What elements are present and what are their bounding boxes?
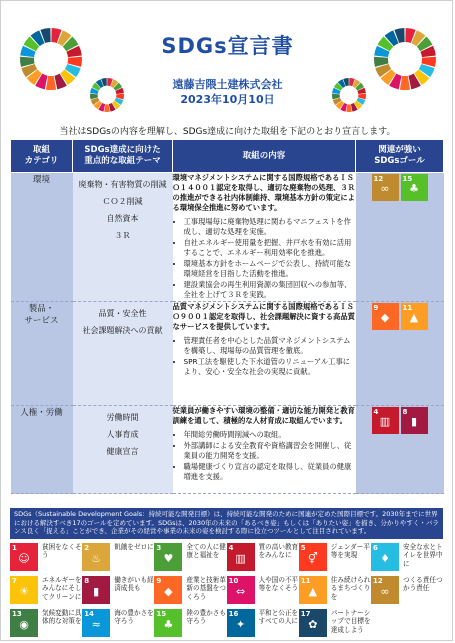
sdg-goal-13-icon xyxy=(10,609,38,637)
row-goals xyxy=(356,406,444,494)
goal-symbol: ▥ xyxy=(379,415,391,428)
goal-symbol: ◆ xyxy=(164,585,173,598)
header-category: 取組 カテゴリ xyxy=(11,140,73,173)
content-lead: 品質マネジメントシステムに関する国際規格であるＩＳＯ９００１認定を取得し、社会課題解決に資する高品質なサービスを提供しています。 xyxy=(172,302,355,331)
sdg-goal-12-icon xyxy=(371,576,399,604)
goal-symbol: ✿ xyxy=(308,618,318,631)
theme-item: 人事育成 xyxy=(106,430,139,439)
sdg-goal-15-icon xyxy=(401,174,428,201)
goal-number: 7 xyxy=(12,577,17,585)
sdg-goal-5-icon xyxy=(299,543,327,571)
goal-symbol: ♦ xyxy=(380,552,390,565)
goal-number: 15 xyxy=(402,175,413,183)
sdg-goal-17-icon xyxy=(299,609,327,637)
sdg-goal-16-icon xyxy=(227,609,255,637)
page-title: SDGs宣言書 xyxy=(161,34,294,58)
sdg-goal-14-icon xyxy=(82,609,110,637)
goal-number: 11 xyxy=(300,577,311,585)
goal-number: 8 xyxy=(402,408,408,416)
goal-label: 質の高い教育をみんなに xyxy=(258,543,299,560)
sdg-goal-9-icon xyxy=(154,576,182,604)
goal-label: パートナーシップで目標を達成しよう xyxy=(330,609,371,634)
goal-symbol: ✦ xyxy=(235,618,246,631)
sdg-goal-item xyxy=(82,541,154,573)
content-bullets xyxy=(173,430,356,482)
sdg-goal-item xyxy=(371,574,443,606)
theme-item: ３Ｒ xyxy=(114,231,131,240)
content-lead: 従業員が働きやすい環境の整備・適切な能力開発と教育訓練を通して、積極的な人材育成に取組んでいます。 xyxy=(172,406,355,425)
goal-number: 11 xyxy=(402,304,413,312)
goal-number: 9 xyxy=(156,577,162,585)
header xyxy=(0,0,455,120)
intro-text: 当社はSDGsの内容を理解し、SDGs達成に向けた取組を下記のとおり宣言します。 xyxy=(59,127,396,137)
sdg-goal-7-icon xyxy=(10,576,38,604)
sdg-goal-item xyxy=(10,574,82,606)
goal-label: 働きがいも経済成長も xyxy=(114,576,154,593)
theme-item: 自然資本 xyxy=(106,214,139,223)
sdg-goal-item xyxy=(10,607,82,639)
goal-symbol: ▲ xyxy=(409,311,419,324)
goal-label: 安全な水とトイレを世界中に xyxy=(403,543,443,568)
goal-label: 海の豊かさを守ろう xyxy=(114,609,154,626)
bullet-item: • 自社エネルギー使用量を把握、井戸水を有効に活用することで、エネルギー利用効率化を推進。 xyxy=(184,238,356,258)
goal-number: 17 xyxy=(300,610,311,618)
sdg-goal-item xyxy=(227,607,299,639)
theme-item: 社会課題解決への貢献 xyxy=(82,326,163,335)
sdg-goal-12-icon xyxy=(372,174,399,201)
goal-symbol: ♣ xyxy=(409,182,419,195)
table-row xyxy=(11,173,444,302)
goal-symbol: ⇔ xyxy=(235,585,246,598)
content-lead: 環境マネジメントシステムに関する国際規格であるＩＳＯ１４００１認定を取得し、適切な廃棄物の処理、３Ｒの推進ができる社内体制維持、環境基本方針の策定による環境保全推進に努めています。 xyxy=(172,173,355,212)
goal-number: 14 xyxy=(84,610,94,618)
sdgs-wheel-small-left-icon xyxy=(88,76,126,114)
sdg-goal-11-icon xyxy=(401,303,428,330)
goal-label: 産業と技術革新の基盤をつくろう xyxy=(186,576,226,601)
goal-label: 人や国の不平等をなくそう xyxy=(258,576,299,593)
sdg-goal-item xyxy=(227,574,299,606)
declaration-table xyxy=(10,139,444,494)
content-bullets xyxy=(173,217,356,300)
goal-label: ジェンダー平等を実現 xyxy=(330,543,370,560)
sdg-goal-1-icon xyxy=(10,543,38,571)
sdgs-goals-grid xyxy=(10,541,443,639)
sdg-goal-item xyxy=(227,541,299,573)
wheel-segment xyxy=(346,104,352,112)
theme-item: 労働時間 xyxy=(106,413,139,422)
sdg-goal-8-icon xyxy=(401,407,428,434)
header-theme: SDGs達成に向けた 重点的な取組テーマ xyxy=(73,140,173,173)
goal-number: 5 xyxy=(300,544,306,552)
goal-label: 貧困をなくそう xyxy=(42,543,82,560)
row-category: 製品・ サービス xyxy=(11,302,73,406)
sdg-goal-item xyxy=(371,541,443,573)
sdg-goal-2-icon xyxy=(82,543,110,571)
goal-number: 1 xyxy=(12,544,17,552)
row-content xyxy=(173,173,356,302)
goal-symbol: ♥ xyxy=(163,552,174,565)
row-goals xyxy=(356,173,444,302)
sdgs-wheel-small-right-icon xyxy=(330,76,368,114)
goal-symbol: ∞ xyxy=(380,182,390,195)
goal-label: つくる責任つかう責任 xyxy=(403,576,443,593)
wheel-segment xyxy=(104,104,110,112)
goal-label: エネルギーをみんなにそしてクリーンに xyxy=(42,576,82,601)
goal-symbol: ☺ xyxy=(18,552,30,565)
content-bullets xyxy=(173,336,356,377)
goal-symbol: ☀ xyxy=(19,585,29,598)
theme-item: 廃棄物・有害物質の削減 xyxy=(78,180,167,189)
theme-item: 品質・安全性 xyxy=(98,309,147,318)
goal-number: 12 xyxy=(373,175,384,183)
declaration-date: 2023年10月10日 xyxy=(180,93,275,106)
goal-number: 4 xyxy=(373,408,379,416)
row-themes xyxy=(73,406,173,494)
goal-symbol: ▲ xyxy=(308,585,318,598)
goal-symbol: ⚥ xyxy=(307,552,318,565)
table-header-row xyxy=(11,140,444,173)
row-category: 人権・労働 xyxy=(11,406,73,494)
table-row xyxy=(11,302,444,406)
goal-number: 6 xyxy=(373,544,378,552)
wheel-segment xyxy=(400,76,410,90)
sdg-goal-item xyxy=(299,607,371,639)
goal-number: 16 xyxy=(228,610,239,618)
sdg-goal-item xyxy=(154,607,226,639)
row-themes xyxy=(73,302,173,406)
goal-symbol: ≈ xyxy=(91,618,101,631)
goal-symbol: ♣ xyxy=(163,618,174,631)
sdg-goal-6-icon xyxy=(371,543,399,571)
header-goals: 関連が強い SDGsゴール xyxy=(356,140,444,173)
row-content xyxy=(173,406,356,494)
sdg-goal-item xyxy=(10,541,82,573)
bullet-item: • 外部講師による安全教育や資格講習会を開催し、従業員の能力開発を支援。 xyxy=(184,441,356,461)
wheel-segment xyxy=(46,76,56,90)
goal-number: 12 xyxy=(373,577,383,585)
sdg-goal-item xyxy=(299,574,371,606)
table-row xyxy=(11,406,444,494)
theme-item: ＣＯ２削減 xyxy=(102,197,143,206)
sdg-goal-3-icon xyxy=(154,543,182,571)
goal-number: 4 xyxy=(228,544,234,552)
row-content xyxy=(173,302,356,406)
goal-number: 3 xyxy=(156,544,162,552)
sdgs-wheel-large-right-icon xyxy=(372,26,438,92)
sdg-goal-item xyxy=(82,574,154,606)
goal-number: 10 xyxy=(228,577,239,585)
sdgs-wheel-large-left-icon xyxy=(18,26,84,92)
row-themes xyxy=(73,173,173,302)
goal-number: 8 xyxy=(84,577,90,585)
goal-number: 15 xyxy=(156,610,167,618)
goal-label: 全ての人に健康と福祉を xyxy=(186,543,226,560)
sdgs-explanation: SDGs（Sustainable Development Goals：持続可能な開発目標）は、持続可能な開発のために国連が定めた国際目標です。2030年までに世界における解決すべき17のゴールを定めています。SDGsは、2030年の未来の「あるべき姿」もしくは「ありたい姿」を描き、分かりやすく・バランス良く「捉える」ことができ、企業がその経営や事業の未来の姿を検討する際に役立つツールとして注目されています。 xyxy=(10,508,443,539)
goal-symbol: ◆ xyxy=(380,311,390,324)
sdg-goal-item xyxy=(154,574,226,606)
theme-item: 健康宣言 xyxy=(106,447,139,456)
sdg-goal-item xyxy=(82,607,154,639)
company-name: 遠藤吉隈土建株式会社 xyxy=(172,78,283,91)
sdg-goal-15-icon xyxy=(154,609,182,637)
goal-symbol: ▥ xyxy=(235,552,246,565)
bullet-item: • 環境基本方針をホームページで公表し、持続可能な環境経営を目指した活動を推進。 xyxy=(184,259,356,279)
bullet-item: • 工事現場毎に廃棄物処理に関わるマニフェストを作成し、適切な処理を実施。 xyxy=(184,217,356,237)
bullet-item: • SPR工法を駆使した下水道管のリニューアル工事により、安心・安全な社会の実現に貢献。 xyxy=(184,357,356,377)
goal-symbol: ♨ xyxy=(91,552,102,565)
header-content: 取組の内容 xyxy=(173,140,356,173)
bullet-item: • 職場健康づくり宣言の認定を取得し、従業員の健康増進を支援。 xyxy=(184,462,356,482)
goal-label: 陸の豊かさも守ろう xyxy=(186,609,226,626)
goal-symbol: ▮ xyxy=(410,415,418,428)
goal-label: 飢餓をゼロに xyxy=(114,543,154,551)
bullet-item: • 年間総労働時間削減への取組。 xyxy=(184,430,356,440)
row-goals xyxy=(356,302,444,406)
sdg-goal-item xyxy=(154,541,226,573)
goal-label: 平和と公正をすべての人に xyxy=(258,609,299,626)
bullet-item: • 管理責任者を中心とした品質マネジメントシステムを構築し、現場毎の品質管理を徹底。 xyxy=(184,336,356,356)
bullet-item: • 建設業協会の再生利用資源の集団回収への参加等、全社を上げて３Ｒを実践。 xyxy=(184,280,356,300)
goal-label: 気候変動に具体的な対策を xyxy=(42,609,82,626)
sdg-goal-11-icon xyxy=(299,576,327,604)
goal-number: 13 xyxy=(12,610,22,618)
goal-symbol: ◉ xyxy=(19,618,29,631)
goal-symbol: ∞ xyxy=(380,585,390,598)
goal-symbol: ▮ xyxy=(93,585,100,598)
sdg-goal-10-icon xyxy=(227,576,255,604)
sdg-goal-9-icon xyxy=(372,303,399,330)
sdg-goal-item xyxy=(299,541,371,573)
sdg-goal-4-icon xyxy=(372,407,399,434)
goal-number: 2 xyxy=(84,544,90,552)
sdg-goal-8-icon xyxy=(82,576,110,604)
row-category: 環境 xyxy=(11,173,73,302)
sdg-goal-4-icon xyxy=(227,543,255,571)
goal-number: 9 xyxy=(373,304,379,312)
goal-label: 住み続けられるまちづくりを xyxy=(330,576,371,601)
